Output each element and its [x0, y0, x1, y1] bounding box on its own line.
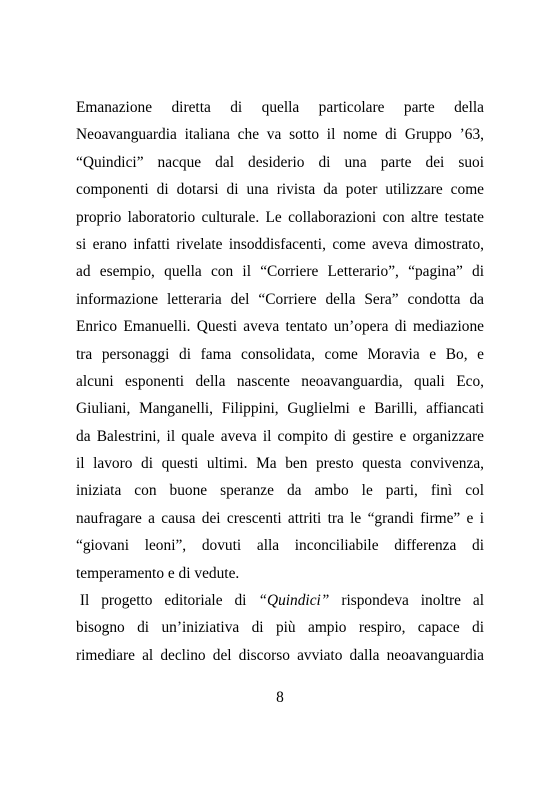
- text-line: temperamento e di vedute.: [76, 564, 240, 582]
- text-line: da Balestrini, il quale aveva il compito di gestire e organizzare: [76, 427, 484, 445]
- text-line: Emanazione diretta di quella particolare parte della: [76, 99, 484, 116]
- magazine-title-italic: “Quindici”: [258, 592, 330, 610]
- text-segment: Il progetto editoriale di: [76, 592, 259, 610]
- text-line: tra personaggi di fama consolidata, come Moravia e Bo, e: [76, 345, 484, 363]
- text-line: proprio laboratorio culturale. Le collaborazioni con altre testate: [76, 208, 484, 226]
- paragraph-1: [76, 94, 484, 587]
- text-line: Giuliani, Manganelli, Filippini, Guglielmi e Barilli, affiancati: [76, 400, 484, 418]
- text-line: si erano infatti rivelate insoddisfacenti, come aveva dimostrato,: [76, 235, 484, 253]
- text-line: Enrico Emanuelli. Questi aveva tentato un’opera di mediazione: [76, 318, 484, 336]
- paragraph-2: [76, 587, 484, 669]
- text-line: Neoavanguardia italiana che va sotto il nome di Gruppo ’63,: [76, 126, 484, 144]
- text-line: ad esempio, quella con il “Corriere Letterario”, “pagina” di: [76, 263, 484, 281]
- page-number: 8: [276, 689, 284, 706]
- text-line: “Quindici” nacque dal desiderio di una parte dei suoi: [76, 153, 484, 171]
- text-line: naufragare a causa dei crescenti attriti tra le “grandi firme” e i: [76, 509, 484, 527]
- text-line: il lavoro di questi ultimi. Ma ben presto questa convivenza,: [76, 455, 484, 473]
- text-line: “giovani leoni”, dovuti alla inconciliabile differenza di: [76, 537, 484, 555]
- text-line: iniziata con buone speranze da ambo le parti, finì col: [76, 482, 484, 500]
- text-line: [76, 587, 484, 614]
- text-segment: rispondeva inoltre al: [329, 592, 485, 610]
- text-line: rimediare al declino del discorso avviato dalla neoavanguardia: [76, 646, 484, 664]
- text-line: componenti di dotarsi di una rivista da poter utilizzare come: [76, 181, 484, 199]
- text-line: informazione letteraria del “Corriere della Sera” condotta da: [76, 290, 484, 308]
- text-line: alcuni esponenti della nascente neoavanguardia, quali Eco,: [76, 372, 484, 390]
- body-text: [76, 94, 484, 669]
- text-line: bisogno di un’iniziativa di più ampio respiro, capace di: [76, 619, 484, 637]
